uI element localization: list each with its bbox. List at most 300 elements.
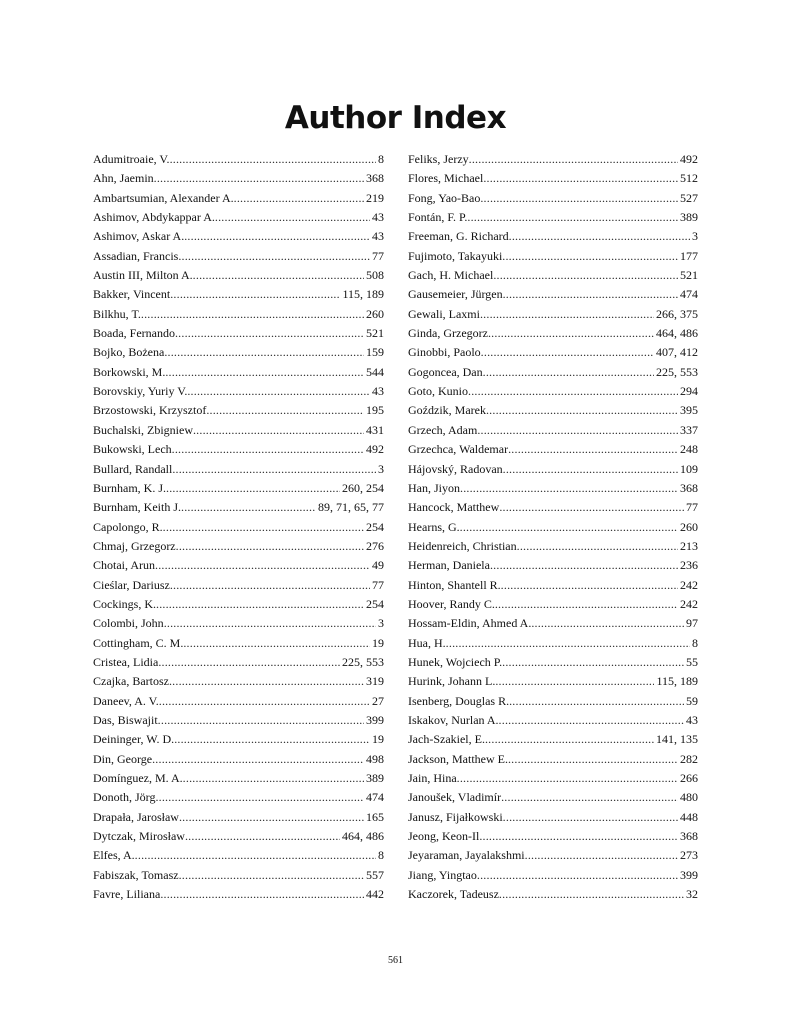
page-references: 8 xyxy=(378,848,384,863)
dot-leader xyxy=(176,537,364,556)
dot-leader xyxy=(215,208,370,227)
author-name: Hossam-Eldin, Ahmed A. xyxy=(408,616,532,631)
index-entry xyxy=(93,324,384,343)
index-entry xyxy=(93,518,384,537)
page-references: 97 xyxy=(686,616,698,631)
author-name: Gogoncea, Dan xyxy=(408,364,483,379)
author-name: Brzostowski, Krzysztof xyxy=(93,403,207,418)
page-references: 260, 254 xyxy=(342,480,384,495)
author-name: Herman, Daniela xyxy=(408,558,490,573)
dot-leader xyxy=(499,498,684,517)
page-references: 337 xyxy=(680,422,698,437)
author-name: Feliks, Jerzy xyxy=(408,152,469,166)
page-references: 266, 375 xyxy=(656,306,698,321)
index-column-left xyxy=(93,150,384,904)
page-references: 282 xyxy=(680,751,698,766)
index-entry xyxy=(408,169,698,188)
dot-leader xyxy=(193,421,364,440)
author-name: Bukowski, Lech xyxy=(93,442,172,457)
dot-leader xyxy=(166,479,340,498)
page-references: 19 xyxy=(372,732,384,747)
author-name: Ahn, Jaemin xyxy=(93,171,154,186)
dot-leader xyxy=(460,479,678,498)
page-references: 3 xyxy=(378,616,384,631)
dot-leader xyxy=(490,556,678,575)
author-name: Elfes, A. xyxy=(93,848,135,863)
author-name: Freeman, G. Richard xyxy=(408,229,509,244)
page-references: 77 xyxy=(372,248,384,263)
index-entry xyxy=(93,169,384,188)
page-references: 8 xyxy=(378,152,384,166)
dot-leader xyxy=(481,343,654,362)
dot-leader xyxy=(501,576,678,595)
index-entry xyxy=(93,788,384,807)
dot-leader xyxy=(178,247,370,266)
dot-leader xyxy=(486,401,678,420)
index-entry xyxy=(408,537,698,556)
dot-leader xyxy=(160,885,364,904)
index-entry xyxy=(408,808,698,827)
author-name: Daneev, A. V. xyxy=(93,693,159,708)
author-name: Czajka, Bartosz xyxy=(93,674,169,689)
index-entry xyxy=(408,614,698,633)
page-references: 141, 135 xyxy=(656,732,698,747)
page-references: 368 xyxy=(680,480,698,495)
index-entry xyxy=(93,711,384,730)
index-entry xyxy=(93,556,384,575)
index-entry xyxy=(93,150,384,169)
dot-leader xyxy=(164,343,364,362)
index-entry xyxy=(93,595,384,614)
page-references: 225, 553 xyxy=(656,364,698,379)
page-references: 512 xyxy=(680,171,698,186)
page-references: 294 xyxy=(680,384,698,399)
author-name: Chmaj, Grzegorz xyxy=(93,538,176,553)
dot-leader xyxy=(172,440,364,459)
dot-leader xyxy=(531,614,684,633)
page-references: 49 xyxy=(372,558,384,573)
author-name: Ginda, Grzegorz xyxy=(408,326,488,341)
index-entry xyxy=(93,421,384,440)
author-name: Colombi, John xyxy=(93,616,164,631)
author-name: Fong, Yao-Bao xyxy=(408,190,481,205)
index-entry xyxy=(408,266,698,285)
dot-leader xyxy=(155,556,370,575)
index-entry xyxy=(93,769,384,788)
dot-leader xyxy=(155,788,364,807)
page-references: 395 xyxy=(680,403,698,418)
author-name: Hoover, Randy C. xyxy=(408,596,495,611)
index-entry xyxy=(93,614,384,633)
dot-leader xyxy=(234,189,364,208)
index-entry xyxy=(93,382,384,401)
page-references: 407, 412 xyxy=(656,345,698,360)
author-name: Hua, H. xyxy=(408,635,446,650)
page-references: 3 xyxy=(692,229,698,244)
dot-leader xyxy=(480,189,678,208)
page-references: 43 xyxy=(372,210,384,225)
author-name: Han, Jiyon xyxy=(408,480,460,495)
author-name: Drapała, Jarosław xyxy=(93,809,179,824)
page-references: 165 xyxy=(366,809,384,824)
page-references: 498 xyxy=(366,751,384,766)
author-name: Heidenreich, Christian xyxy=(408,538,517,553)
page-references: 219 xyxy=(366,190,384,205)
dot-leader xyxy=(503,285,678,304)
page-references: 389 xyxy=(680,210,698,225)
author-name: Cottingham, C. M. xyxy=(93,635,184,650)
page-references: 276 xyxy=(366,538,384,553)
dot-leader xyxy=(172,460,376,479)
dot-leader xyxy=(503,808,678,827)
author-name: Donoth, Jörg xyxy=(93,790,156,805)
author-name: Din, George xyxy=(93,751,153,766)
dot-leader xyxy=(469,150,678,169)
dot-leader xyxy=(183,634,370,653)
page-references: 464, 486 xyxy=(342,829,384,844)
page-references: 254 xyxy=(366,519,384,534)
page-references: 464, 486 xyxy=(656,326,698,341)
dot-leader xyxy=(446,634,690,653)
dot-leader xyxy=(170,285,340,304)
page-references: 492 xyxy=(680,152,698,166)
page-references: 242 xyxy=(680,577,698,592)
index-entry xyxy=(408,769,698,788)
dot-leader xyxy=(175,324,364,343)
index-entry xyxy=(408,208,698,227)
dot-leader xyxy=(517,537,678,556)
index-entry xyxy=(408,827,698,846)
author-name: Capolongo, R. xyxy=(93,519,163,534)
dot-leader xyxy=(152,750,364,769)
author-name: Grzechca, Waldemar xyxy=(408,442,509,457)
index-entry xyxy=(93,479,384,498)
dot-leader xyxy=(183,769,364,788)
page-references: 43 xyxy=(686,712,698,727)
page-references: 480 xyxy=(680,790,698,805)
author-name: Burnham, K. J. xyxy=(93,480,166,495)
dot-leader xyxy=(493,266,678,285)
index-entry xyxy=(93,653,384,672)
dot-leader xyxy=(174,730,370,749)
author-name: Ambartsumian, Alexander A. xyxy=(93,190,234,205)
page-references: 159 xyxy=(366,345,384,360)
author-name: Isenberg, Douglas R. xyxy=(408,693,510,708)
page-references: 448 xyxy=(680,809,698,824)
index-entry xyxy=(93,846,384,865)
index-entry xyxy=(408,285,698,304)
index-entry xyxy=(93,692,384,711)
page-references: 508 xyxy=(366,268,384,283)
author-name: Flores, Michael xyxy=(408,171,484,186)
author-name: Buchalski, Zbigniew xyxy=(93,422,193,437)
index-entry xyxy=(408,672,698,691)
index-entry xyxy=(408,305,698,324)
author-name: Hunek, Wojciech P. xyxy=(408,654,503,669)
author-name: Cieślar, Dariusz xyxy=(93,577,170,592)
dot-leader xyxy=(158,653,340,672)
author-name: Gausemeier, Jürgen xyxy=(408,287,503,302)
index-entry xyxy=(408,866,698,885)
page-references: 242 xyxy=(680,596,698,611)
dot-leader xyxy=(508,440,678,459)
page-references: 431 xyxy=(366,422,384,437)
index-entry xyxy=(408,401,698,420)
index-entry xyxy=(408,750,698,769)
page-references: 27 xyxy=(372,693,384,708)
index-entry xyxy=(93,537,384,556)
page-references: 260 xyxy=(680,519,698,534)
dot-leader xyxy=(495,672,654,691)
index-entry xyxy=(408,634,698,653)
index-entry xyxy=(408,343,698,362)
author-name: Ashimov, Abdykappar A. xyxy=(93,210,215,225)
author-name: Hinton, Shantell R. xyxy=(408,577,501,592)
index-entry xyxy=(408,382,698,401)
index-entry xyxy=(408,846,698,865)
dot-leader xyxy=(501,788,678,807)
index-entry xyxy=(93,440,384,459)
dot-leader xyxy=(185,827,340,846)
page-references: 77 xyxy=(372,577,384,592)
page-references: 225, 553 xyxy=(342,654,384,669)
dot-leader xyxy=(158,711,364,730)
author-name: Goździk, Marek xyxy=(408,403,486,418)
dot-leader xyxy=(163,518,364,537)
dot-leader xyxy=(179,866,364,885)
page-references: 266 xyxy=(680,771,698,785)
author-name: Gewali, Laxmi xyxy=(408,306,480,321)
author-name: Bojko, Bożena xyxy=(93,345,165,360)
index-entry xyxy=(93,576,384,595)
dot-leader xyxy=(170,576,370,595)
page-title: Author Index xyxy=(284,100,507,136)
index-entry xyxy=(408,189,698,208)
index-entry xyxy=(408,595,698,614)
author-name: Dytczak, Mirosław xyxy=(93,829,185,844)
author-name: Jach-Szakiel, E. xyxy=(408,732,485,747)
author-name: Gach, H. Michael xyxy=(408,268,494,283)
author-name: Hearns, G. xyxy=(408,519,460,534)
index-entry xyxy=(408,711,698,730)
dot-leader xyxy=(509,692,684,711)
dot-leader xyxy=(179,808,364,827)
page-references: 474 xyxy=(366,790,384,805)
index-entry xyxy=(408,730,698,749)
index-entry xyxy=(408,421,698,440)
dot-leader xyxy=(184,227,370,246)
page-references: 399 xyxy=(680,867,698,882)
dot-leader xyxy=(502,247,678,266)
page-references: 521 xyxy=(366,326,384,341)
author-name: Bakker, Vincent xyxy=(93,287,171,302)
index-entry xyxy=(408,518,698,537)
dot-leader xyxy=(159,692,370,711)
author-name: Borovskiy, Yuriy V. xyxy=(93,384,188,399)
page-references: 260 xyxy=(366,306,384,321)
page-references: 8 xyxy=(692,635,698,650)
page-references: 273 xyxy=(680,848,698,863)
dot-leader xyxy=(509,227,690,246)
index-entry xyxy=(408,885,698,904)
index-entry xyxy=(93,208,384,227)
index-entry xyxy=(408,576,698,595)
author-name: Janoušek, Vladimír xyxy=(408,790,502,805)
author-name: Chotai, Arun xyxy=(93,558,155,573)
author-name: Bilkhu, T. xyxy=(93,306,141,321)
dot-leader xyxy=(479,827,678,846)
author-name: Jackson, Matthew E. xyxy=(408,751,508,766)
page-references: 442 xyxy=(366,887,384,902)
index-entry xyxy=(93,808,384,827)
index-entry xyxy=(93,498,384,517)
author-name: Borkowski, M. xyxy=(93,364,166,379)
page-references: 59 xyxy=(686,693,698,708)
author-name: Ashimov, Askar A. xyxy=(93,229,185,244)
page-references: 43 xyxy=(372,229,384,244)
index-entry xyxy=(408,460,698,479)
index-entry xyxy=(93,189,384,208)
index-entry xyxy=(93,401,384,420)
dot-leader xyxy=(525,846,678,865)
index-entry xyxy=(93,247,384,266)
author-name: Fontán, F. P. xyxy=(408,210,468,225)
dot-leader xyxy=(457,769,678,788)
index-entry xyxy=(93,827,384,846)
page-references: 213 xyxy=(680,538,698,553)
index-entry xyxy=(93,305,384,324)
index-entry xyxy=(93,866,384,885)
index-entry xyxy=(408,498,698,517)
dot-leader xyxy=(488,324,654,343)
dot-leader xyxy=(181,498,316,517)
author-name: Jiang, Yingtao xyxy=(408,867,477,882)
index-entry xyxy=(93,672,384,691)
dot-leader xyxy=(508,750,678,769)
author-name: Iskakov, Nurlan A. xyxy=(408,712,499,727)
index-entry xyxy=(93,885,384,904)
page-references: 3 xyxy=(378,461,384,476)
author-name: Hancock, Matthew xyxy=(408,500,500,515)
index-entry xyxy=(408,479,698,498)
author-name: Das, Biswajit xyxy=(93,712,158,727)
page-references: 55 xyxy=(686,654,698,669)
page-references: 19 xyxy=(372,635,384,650)
author-name: Deininger, W. D. xyxy=(93,732,175,747)
page-references: 248 xyxy=(680,442,698,457)
index-entry xyxy=(408,692,698,711)
index-entry xyxy=(408,363,698,382)
dot-leader xyxy=(187,382,370,401)
page-references: 89, 71, 65, 77 xyxy=(318,500,384,515)
index-entry xyxy=(93,634,384,653)
dot-leader xyxy=(156,595,364,614)
index-entry xyxy=(408,556,698,575)
dot-leader xyxy=(483,169,678,188)
index-entry xyxy=(408,324,698,343)
dot-leader xyxy=(503,460,678,479)
index-entry xyxy=(408,788,698,807)
author-name: Favre, Liliana xyxy=(93,887,161,902)
author-name: Boada, Fernando xyxy=(93,326,175,341)
index-entry xyxy=(93,460,384,479)
page-references: 389 xyxy=(366,771,384,785)
dot-leader xyxy=(477,866,678,885)
page-references: 368 xyxy=(680,829,698,844)
page-references: 521 xyxy=(680,268,698,283)
index-entry xyxy=(93,363,384,382)
page-references: 236 xyxy=(680,558,698,573)
dot-leader xyxy=(468,382,678,401)
page-references: 544 xyxy=(366,364,384,379)
dot-leader xyxy=(483,363,654,382)
author-name: Hurink, Johann L. xyxy=(408,674,496,689)
dot-leader xyxy=(193,266,364,285)
author-name: Fujimoto, Takayuki xyxy=(408,248,503,263)
index-entry xyxy=(93,343,384,362)
page-references: 319 xyxy=(366,674,384,689)
page-references: 368 xyxy=(366,171,384,186)
author-name: Cristea, Lidia xyxy=(93,654,159,669)
dot-leader xyxy=(154,169,364,188)
author-name: Assadian, Francis xyxy=(93,248,179,263)
author-name: Austin III, Milton A. xyxy=(93,268,193,283)
author-name: Jeyaraman, Jayalakshmi xyxy=(408,848,525,863)
author-name: Adumitroaie, V. xyxy=(93,152,170,166)
page-references: 109 xyxy=(680,461,698,476)
page-references: 492 xyxy=(366,442,384,457)
index-entry xyxy=(408,247,698,266)
author-name: Burnham, Keith J. xyxy=(93,500,181,515)
dot-leader xyxy=(165,363,364,382)
index-entry xyxy=(408,440,698,459)
dot-leader xyxy=(502,653,684,672)
author-name: Ginobbi, Paolo xyxy=(408,345,481,360)
dot-leader xyxy=(467,208,678,227)
page-number: 561 xyxy=(388,955,403,966)
page-references: 399 xyxy=(366,712,384,727)
page-references: 474 xyxy=(680,287,698,302)
page-references: 177 xyxy=(680,248,698,263)
page-references: 32 xyxy=(686,887,698,902)
author-name: Cockings, K. xyxy=(93,596,156,611)
index-entry xyxy=(93,266,384,285)
index-entry xyxy=(93,730,384,749)
dot-leader xyxy=(170,150,376,169)
dot-leader xyxy=(485,730,654,749)
page-references: 195 xyxy=(366,403,384,418)
dot-leader xyxy=(460,518,678,537)
page-references: 254 xyxy=(366,596,384,611)
index-entry xyxy=(408,653,698,672)
author-name: Grzech, Adam xyxy=(408,422,478,437)
author-name: Jeong, Keon-Il xyxy=(408,829,480,844)
index-entry xyxy=(93,285,384,304)
index-entry xyxy=(408,227,698,246)
dot-leader xyxy=(480,305,654,324)
dot-leader xyxy=(499,711,684,730)
page-references: 115, 189 xyxy=(342,287,384,302)
author-name: Janusz, Fijałkowski xyxy=(408,809,503,824)
index-entry xyxy=(93,750,384,769)
index-entry xyxy=(93,227,384,246)
dot-leader xyxy=(169,672,364,691)
dot-leader xyxy=(495,595,678,614)
dot-leader xyxy=(477,421,678,440)
dot-leader xyxy=(141,305,364,324)
author-name: Domínguez, M. A. xyxy=(93,771,183,785)
dot-leader xyxy=(164,614,376,633)
